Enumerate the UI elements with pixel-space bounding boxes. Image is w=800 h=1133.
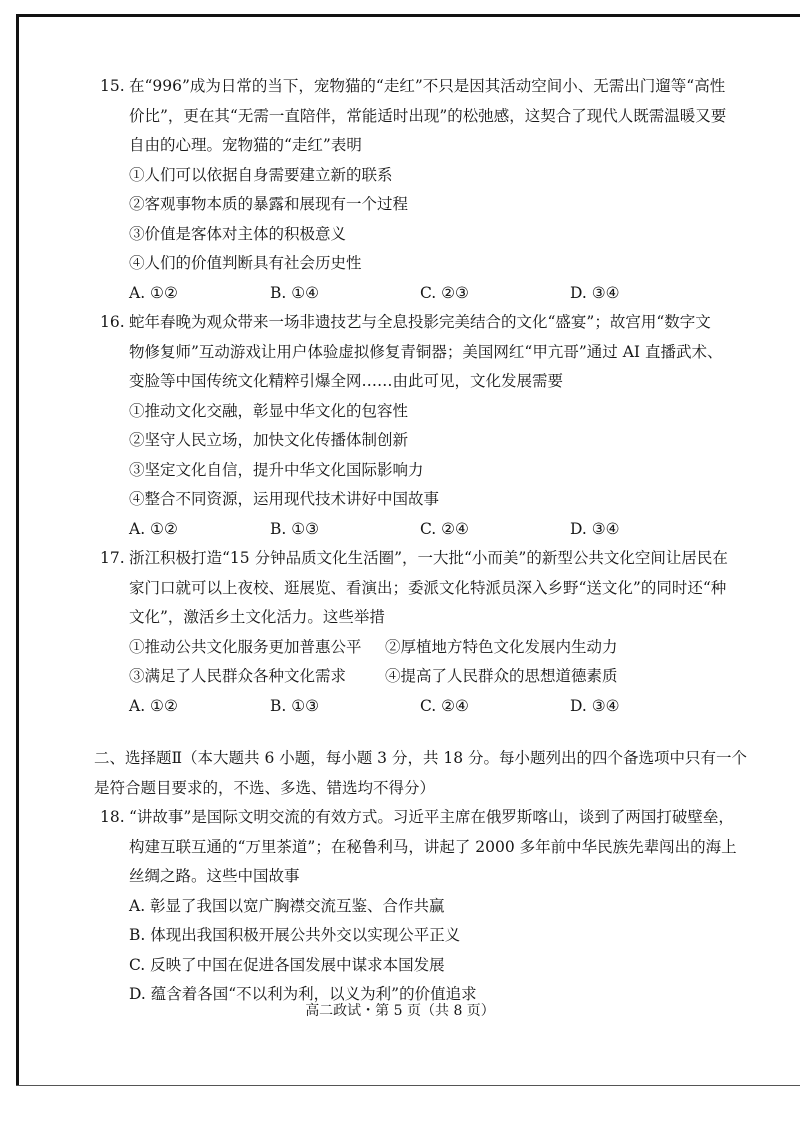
answer-choices [100, 692, 730, 722]
question-number: 15. [100, 77, 125, 95]
choice-a: A. ①② [129, 696, 178, 715]
question-stem-line: “讲故事”是国际文明交流的有效方式。习近平主席在俄罗斯喀山，谈到了两国打破壁垒， [129, 808, 734, 826]
question-17 [100, 544, 730, 721]
statement-option: ④整合不同资源，运用现代技术讲好中国故事 [129, 490, 440, 508]
question-stem-line: 价比”，更在其“无需一直陪伴，常能适时出现”的松弛感，这契合了现代人既需温暖又要 [129, 106, 727, 125]
choice-d: D. ③④ [570, 283, 620, 302]
question-stem-line: 浙江积极打造“15 分钟品质文化生活圈”，一大批“小而美”的新型公共文化空间让居民在 [129, 549, 728, 567]
statement-option: ④提高了人民群众的思想道德素质 [385, 667, 618, 685]
scan-border-left [16, 14, 19, 1086]
answer-choices [100, 279, 730, 309]
choice-a: A. ①② [129, 519, 178, 538]
question-stem-line: 构建互联互通的“万里茶道”；在秘鲁利马，讲起了 2000 多年前中华民族先辈闯出的海上 [129, 837, 737, 856]
section-heading-line: 是符合题目要求的，不选、多选、错选均不得分） [94, 778, 436, 797]
choice-c: C. ②④ [420, 696, 469, 715]
question-number: 18. [100, 808, 125, 826]
question-number: 16. [100, 313, 125, 331]
choice-a: A. 彰显了我国以宽广胸襟交流互鉴、合作共赢 [129, 896, 445, 915]
question-stem-line: 自由的心理。宠物猫的“走红”表明 [129, 136, 362, 154]
question-stem-line: 家门口就可以上夜校、逛展览、看演出；委派文化特派员深入乡野“送文化”的同时还“种 [129, 578, 727, 597]
page-footer: 高二政试・第 5 页（共 8 页） [305, 1003, 495, 1019]
question-stem-line: 丝绸之路。这些中国故事 [129, 867, 300, 885]
answer-choices [100, 515, 730, 545]
question-stem-line: 变脸等中国传统文化精粹引爆全网……由此可见，文化发展需要 [129, 372, 564, 390]
choice-b: B. 体现出我国积极开展公共外交以实现公平正义 [129, 926, 461, 944]
choice-a: A. ①② [129, 283, 178, 302]
question-number: 17. [100, 549, 125, 567]
question-stem-line: 蛇年春晚为观众带来一场非遗技艺与全息投影完美结合的文化“盛宴”；故宫用“数字文 [129, 313, 711, 331]
statement-option: ③价值是客体对主体的积极意义 [129, 224, 347, 243]
choice-b: B. ①③ [270, 519, 320, 538]
choice-d: D. ③④ [570, 696, 620, 715]
exam-content [94, 72, 748, 1010]
scan-border-bottom [16, 1085, 800, 1086]
question-stem-line: 物修复师”互动游戏让用户体验虚拟修复青铜器；美国网红“甲亢哥”通过 AI 直播武术、 [129, 342, 723, 361]
question-15 [100, 72, 730, 308]
choice-d: D. ③④ [570, 519, 620, 538]
statement-option: ④人们的价值判断具有社会历史性 [129, 254, 362, 272]
statement-option: ②厚植地方特色文化发展内生动力 [385, 637, 618, 656]
statement-option: ③满足了人民群众各种文化需求 [129, 667, 347, 685]
statement-option-row [100, 633, 730, 663]
choice-c: C. ②④ [420, 519, 469, 538]
choice-d: D. 蕴含着各国“不以利为利，以义为利”的价值追求 [129, 985, 477, 1003]
statement-option: ①推动文化交融，彰显中华文化的包容性 [129, 401, 409, 420]
statement-option: ②客观事物本质的暴露和展现有一个过程 [129, 195, 409, 213]
choice-c: C. ②③ [420, 283, 469, 302]
choice-c: C. 反映了中国在促进各国发展中谋求本国发展 [129, 955, 445, 974]
question-stem-line: 文化”，激活乡土文化活力。这些举措 [129, 608, 385, 626]
question-stem-line: 在“996”成为日常的当下，宠物猫的“走红”不只是因其活动空间小、无需出门遛等“高性 [129, 77, 726, 95]
statement-option: ③坚定文化自信，提升中华文化国际影响力 [129, 460, 424, 479]
statement-option: ②坚守人民立场，加快文化传播体制创新 [129, 431, 409, 449]
question-16 [100, 308, 730, 544]
statement-option: ①人们可以依据自身需要建立新的联系 [129, 165, 393, 184]
statement-option: ①推动公共文化服务更加普惠公平 [129, 637, 362, 656]
scan-border-top [16, 14, 800, 17]
statement-option-row [100, 662, 730, 692]
choice-b: B. ①④ [270, 283, 320, 302]
section-heading [94, 744, 748, 803]
question-18 [100, 803, 737, 1010]
choice-b: B. ①③ [270, 696, 320, 715]
section-heading-line: 二、选择题Ⅱ（本大题共 6 小题，每小题 3 分，共 18 分。每小题列出的四个备选项中只有一个 [94, 749, 748, 767]
